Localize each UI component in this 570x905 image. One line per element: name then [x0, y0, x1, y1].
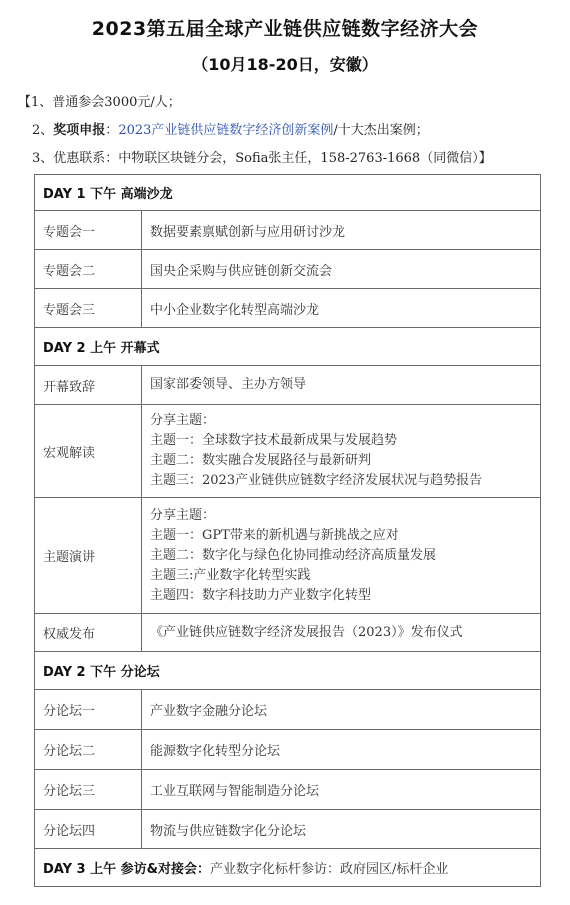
row-label: 主题演讲	[35, 498, 142, 614]
row-label: 专题会二	[35, 250, 142, 289]
table-row	[35, 405, 541, 498]
row-content	[142, 614, 541, 652]
info-line-contact: 3、优惠联系：中物联区块链分会，Sofia张主任，158-2763-1668（同微信）】	[32, 151, 492, 166]
content-line: 主题三：2023产业链供应链数字经济发展状况与趋势报告	[150, 473, 483, 488]
page-title: 2023第五届全球产业链供应链数字经济大会	[91, 18, 479, 40]
agenda-section-day2-pm	[35, 652, 541, 690]
section-title: DAY 1 下午 高端沙龙	[35, 175, 541, 211]
row-label: 开幕致辞	[35, 366, 142, 405]
row-label: 专题会三	[35, 289, 142, 328]
table-row	[35, 730, 541, 770]
section-title: DAY 2 上午 开幕式	[35, 328, 541, 366]
table-row	[35, 770, 541, 810]
info-awards-suffix: /十大杰出案例；	[333, 123, 429, 138]
row-label: 专题会一	[35, 211, 142, 250]
content-line: 主题三:产业数字化转型实践	[150, 567, 311, 583]
table-row	[35, 250, 541, 289]
table-row	[35, 810, 541, 849]
content-line: 主题一：全球数字技术最新成果与发展趋势	[150, 433, 398, 448]
content-line: 国家部委领导、主办方领导	[150, 377, 307, 392]
row-content: 中小企业数字化转型高端沙龙	[142, 289, 541, 328]
section-title: DAY 2 下午 分论坛	[35, 652, 541, 690]
row-label: 分论坛二	[35, 730, 142, 770]
section-title	[35, 849, 541, 887]
table-row	[35, 366, 541, 405]
row-label: 分论坛一	[35, 690, 142, 730]
info-line-fee: 【1、普通参会3000元/人；	[18, 95, 181, 110]
table-row	[35, 614, 541, 652]
content-line: 主题二：数实融合发展路径与最新研判	[150, 453, 372, 468]
content-line: 主题二：数字化与绿色化协同推动经济高质量发展	[150, 547, 437, 563]
content-line: 《产业链供应链数字经济发展报告（2023）》发布仪式	[150, 624, 463, 640]
section-title-text: DAY 3 上午 参访&对接会：	[43, 862, 210, 877]
agenda-section-day3-am	[35, 849, 541, 887]
content-line: 主题四：数字科技助力产业数字化转型	[150, 587, 372, 603]
row-content	[142, 366, 541, 405]
row-content: 国央企采购与供应链创新交流会	[142, 250, 541, 289]
agenda-table	[34, 174, 541, 887]
content-line: 分享主题：	[150, 507, 216, 523]
info-line-awards	[32, 119, 429, 138]
content-line: 主题一：GPT带来的新机遇与新挑战之应对	[150, 527, 399, 543]
info-awards-colon: ：	[105, 123, 119, 138]
row-label: 分论坛四	[35, 810, 142, 849]
table-row	[35, 690, 541, 730]
table-row	[35, 498, 541, 614]
awards-case-link[interactable]: 2023产业链供应链数字经济创新案例	[118, 123, 334, 138]
row-content: 产业数字金融分论坛	[142, 690, 541, 730]
agenda-section-day2-am	[35, 328, 541, 366]
row-content: 物流与供应链数字化分论坛	[142, 810, 541, 849]
row-content	[142, 498, 541, 614]
table-row	[35, 289, 541, 328]
page-subtitle: （10月18-20日，安徽）	[192, 55, 378, 74]
row-label: 权威发布	[35, 614, 142, 652]
info-awards-label: 奖项申报	[53, 123, 106, 138]
info-awards-number: 2、	[32, 123, 54, 138]
table-row	[35, 211, 541, 250]
row-label: 分论坛三	[35, 770, 142, 810]
section-detail: 产业数字化标杆参访：政府园区/标杆企业	[209, 862, 449, 877]
row-content: 能源数字化转型分论坛	[142, 730, 541, 770]
row-content: 数据要素禀赋创新与应用研讨沙龙	[142, 211, 541, 250]
row-label: 宏观解读	[35, 405, 142, 498]
row-content	[142, 405, 541, 498]
row-content: 工业互联网与智能制造分论坛	[142, 770, 541, 810]
agenda-section-day1-pm	[35, 175, 541, 211]
content-line: 分享主题：	[150, 413, 216, 428]
